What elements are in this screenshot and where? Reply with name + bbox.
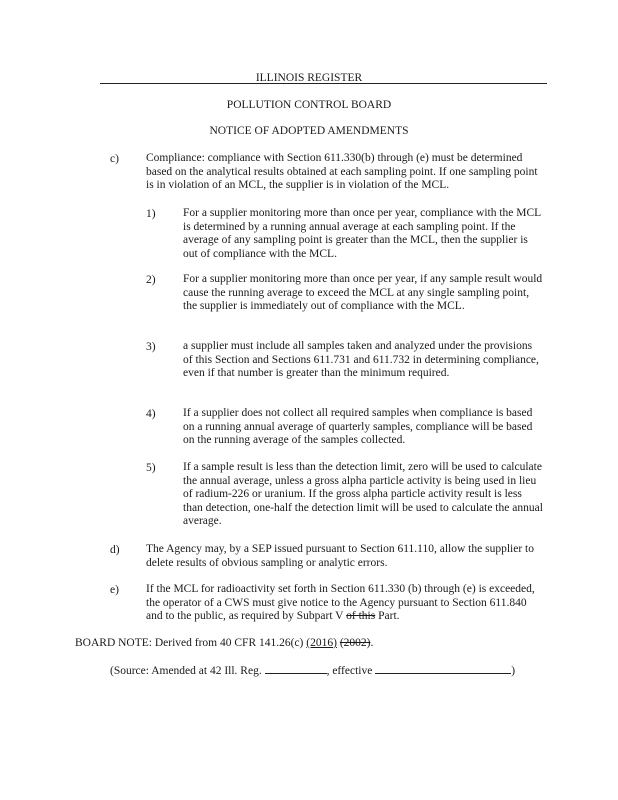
section-e-struck: of this: [346, 610, 376, 623]
effective-date-blank: [375, 663, 511, 674]
item-5-text: If a sample result is less than the detection limit, zero will be used to calculate the annual average, unless a gross alpha particle activity is being used in lieu of radium-226 or uranium. If the gross alpha particle activity result is less than detection, one-half the detection limit will be used to calculate the annual average.: [183, 461, 543, 528]
board-note-struck: (2002): [339, 637, 371, 649]
item-1-text: For a supplier monitoring more than once per year, compliance with the MCL is determined by a running annual average at each sampling point. If the average of any sampling point is greater than the MCL, then the supplier is out of compliance with the MCL.: [183, 207, 541, 260]
section-e-label: e): [110, 584, 119, 596]
board-note-suffix: .: [370, 637, 374, 649]
item-2-label: 2): [146, 274, 156, 286]
section-e-end: Part.: [378, 610, 400, 623]
item-4-label: 4): [146, 408, 156, 420]
item-3-text: a supplier must include all samples taken and analyzed under the provisions of this Section and Sections 611.731 and 611.732 in determining compliance, even if that number is greater than the minimum required.: [183, 340, 539, 380]
board-note-prefix: BOARD NOTE: Derived from 40 CFR 141.26(c): [75, 637, 304, 649]
item-1-label: 1): [146, 208, 156, 220]
section-c-label: c): [110, 153, 119, 165]
section-e-main: If the MCL for radioactivity set forth in Section 611.330 (b) through (e) is exceeded, the operator of a CWS must give notice to the Agency pursuant to Section 611.840 and to the public, as required by Subpart V: [146, 583, 535, 623]
section-d-text: The Agency may, by a SEP issued pursuant to Section 611.110, allow the supplier to delete results of obvious sampling or analytic errors.: [146, 543, 534, 569]
item-3-label: 3): [146, 341, 156, 353]
item-2-text: For a supplier monitoring more than once per year, if any sample result would cause the running average to exceed the MCL at any single sampling point, the supplier is immediately out of compliance with the MCL.: [183, 273, 543, 313]
source-line: [110, 663, 550, 679]
source-prefix: (Source: Amended at 42 Ill. Reg.: [110, 665, 262, 677]
section-c-text: Compliance: compliance with Section 611.330(b) through (e) must be determined based on the analytical results obtained at each sampling point. If one sampling point is in violation of an MCL, the supplier is in violation of the MCL.: [146, 152, 538, 192]
source-middle: , effective: [326, 665, 373, 677]
item-5-label: 5): [146, 462, 156, 474]
board-note: [75, 637, 545, 651]
register-page-blank: [265, 663, 327, 674]
board-note-added: (2016): [306, 637, 337, 649]
register-title: ILLINOIS REGISTER: [255, 72, 363, 84]
notice-title: NOTICE OF ADOPTED AMENDMENTS: [209, 125, 409, 137]
section-d-label: d): [110, 544, 120, 556]
board-title: POLLUTION CONTROL BOARD: [226, 99, 392, 111]
section-e-text: [146, 583, 546, 624]
item-4-text: If a supplier does not collect all required samples when compliance is based on a running annual average of quarterly samples, compliance will be based on the running average of the samples collected.: [183, 407, 533, 447]
source-suffix: ): [511, 665, 516, 677]
